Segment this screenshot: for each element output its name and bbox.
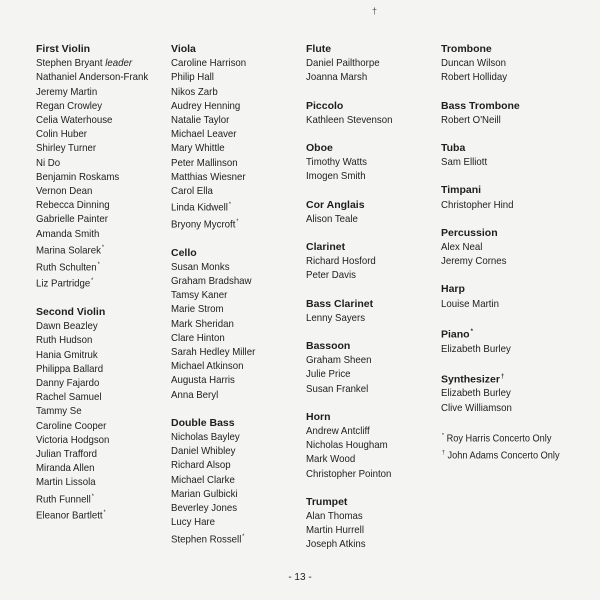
- footnote-marker: *: [242, 533, 245, 540]
- musician-name: [36, 348, 165, 362]
- musician-name-text: Martin Hurrell: [306, 524, 364, 537]
- musician-name: [171, 156, 300, 170]
- section-title-text: Viola: [171, 43, 196, 55]
- musician-name-text: Alex Neal: [441, 241, 483, 254]
- musician-name: [171, 487, 300, 501]
- section-title: [306, 410, 446, 424]
- musician-name-text: Natalie Taylor: [171, 114, 230, 127]
- section-title-text: Timpani: [441, 184, 482, 197]
- section-title: [36, 305, 176, 319]
- musician-name-text: Philip Hall: [171, 71, 214, 84]
- section-bass-clarinet: [306, 297, 446, 325]
- musician-name-text: Anna Beryl: [171, 388, 219, 401]
- section-flute: [306, 42, 446, 85]
- section-title: [306, 339, 446, 353]
- musician-name-text: Timothy Watts: [306, 156, 368, 169]
- musician-name-text: Ruth Hudson: [36, 334, 93, 347]
- section-first-violin: [36, 42, 176, 291]
- footnote-marker: *: [97, 261, 100, 268]
- section-second-violin: [36, 305, 176, 523]
- musician-name-text: Miranda Allen: [36, 462, 95, 475]
- musician-name: [36, 274, 165, 291]
- musician-name: [36, 241, 165, 258]
- musician-name-text: Jeremy Martin: [36, 85, 98, 98]
- section-title: [306, 240, 446, 254]
- section-title-text: Bass Trombone: [441, 99, 520, 112]
- musician-name-text: Stephen Bryant: [36, 57, 103, 70]
- musician-name-text: Hania Gmitruk: [36, 348, 98, 361]
- musician-name-text: Tamsy Kaner: [171, 289, 228, 302]
- section-title-text: Cor Anglais: [306, 198, 365, 211]
- section-title: [36, 42, 176, 56]
- musician-name-text: Audrey Henning: [171, 99, 241, 112]
- footnote-marker: *: [470, 328, 473, 335]
- musician-name: [441, 198, 570, 212]
- musician-name: [36, 170, 165, 184]
- musician-name: [171, 141, 300, 155]
- musician-name-text: Linda Kidwell: [171, 201, 228, 214]
- musician-name: [171, 458, 300, 472]
- section-title-text: Cello: [171, 246, 197, 259]
- section-title-text: Bassoon: [306, 340, 351, 353]
- section-viola: [171, 42, 311, 232]
- section-title: [441, 325, 581, 342]
- musician-name: [441, 240, 570, 254]
- musician-name-text: Michael Clarke: [171, 473, 235, 486]
- musician-name-text: Christopher Pointon: [306, 467, 392, 480]
- musician-name: [36, 113, 165, 127]
- musician-name: [306, 537, 435, 551]
- musician-name: [36, 376, 165, 390]
- musician-name: [171, 70, 300, 84]
- musician-name-text: Ni Do: [36, 156, 61, 169]
- musician-name: [441, 297, 570, 311]
- musician-name-text: Rebecca Dinning: [36, 199, 110, 212]
- musician-name-text: Beverley Jones: [171, 502, 238, 515]
- musician-name-text: Ruth Funnell: [36, 493, 91, 506]
- section-double-bass: [171, 416, 311, 546]
- footnote-marker: †: [441, 450, 445, 457]
- musician-name: [171, 501, 300, 515]
- footnote: [441, 446, 570, 464]
- section-percussion: [441, 226, 581, 269]
- musician-name: [306, 70, 435, 84]
- musician-name-text: Ruth Schulten: [36, 261, 97, 274]
- section-oboe: [306, 141, 446, 184]
- musician-name-text: Kathleen Stevenson: [306, 113, 393, 126]
- musician-name: [36, 99, 165, 113]
- musician-name-text: Rachel Samuel: [36, 391, 102, 404]
- musician-name: [306, 169, 435, 183]
- musician-name: [36, 184, 165, 198]
- musician-name: [171, 331, 300, 345]
- musician-name: [171, 317, 300, 331]
- musician-name: [36, 85, 165, 99]
- musician-name-text: Louise Martin: [441, 297, 499, 310]
- musician-name: [171, 473, 300, 487]
- section-title-text: Piano: [441, 328, 470, 341]
- musician-name-text: Lucy Hare: [171, 516, 216, 529]
- section-title-text: Trombone: [441, 43, 492, 55]
- musician-name-text: Michael Leaver: [171, 128, 237, 141]
- section-cello: [171, 246, 311, 402]
- footnotes: [441, 429, 581, 464]
- musician-name: [441, 70, 570, 84]
- musician-name: [36, 141, 165, 155]
- musician-name-text: Regan Crowley: [36, 99, 103, 112]
- musician-name: [171, 388, 300, 402]
- section-title: [171, 416, 311, 430]
- musician-name-text: Mark Sheridan: [171, 317, 234, 330]
- musician-name-text: Matthias Wiesner: [171, 170, 246, 183]
- musician-name-text: Richard Alsop: [171, 459, 231, 472]
- musician-name-text: Andrew Antcliff: [306, 425, 370, 438]
- section-title: [171, 42, 311, 56]
- musician-name-text: Bryony Mycroft: [171, 218, 236, 231]
- musician-name-text: Robert Holliday: [441, 71, 508, 84]
- musician-name: [36, 475, 165, 489]
- column-3: [306, 42, 446, 566]
- musician-name-text: Sarah Hedley Miller: [171, 346, 256, 359]
- musician-name-text: Peter Mallinson: [171, 156, 238, 169]
- section-title: [441, 183, 581, 197]
- musician-name: [36, 333, 165, 347]
- musician-name-text: Nikos Zarb: [171, 85, 218, 98]
- section-title: [306, 198, 446, 212]
- musician-name-text: Duncan Wilson: [441, 57, 506, 70]
- musician-name-text: Marina Solarek: [36, 244, 101, 257]
- footnote: [441, 429, 570, 447]
- musician-name-text: Philippa Ballard: [36, 362, 104, 375]
- musician-name: [441, 56, 570, 70]
- section-tuba: [441, 141, 581, 169]
- top-mark: †: [372, 6, 378, 16]
- musician-name-text: Caroline Cooper: [36, 419, 107, 432]
- section-title: [441, 141, 581, 155]
- musician-name: [171, 260, 300, 274]
- musician-name: [306, 311, 435, 325]
- musician-name-text: Sam Elliott: [441, 156, 488, 169]
- musician-name-text: Clive Williamson: [441, 401, 512, 414]
- musician-name: [171, 56, 300, 70]
- section-synthesizer: [441, 370, 581, 415]
- musician-name-text: Christopher Hind: [441, 198, 514, 211]
- section-title-text: Harp: [441, 283, 465, 296]
- column-2: [171, 42, 311, 560]
- musician-name-text: Julian Trafford: [36, 447, 98, 460]
- musician-name: [306, 353, 435, 367]
- section-title-text: Double Bass: [171, 416, 235, 429]
- musician-name: [306, 467, 435, 481]
- section-title-text: Bass Clarinet: [306, 297, 374, 310]
- musician-name-text: Nicholas Bayley: [171, 431, 240, 444]
- musician-name: [306, 254, 435, 268]
- section-title-text: Flute: [306, 43, 332, 55]
- musician-name: [171, 85, 300, 99]
- section-piccolo: [306, 99, 446, 127]
- musician-name-text: Nathaniel Anderson-Frank: [36, 71, 149, 84]
- musician-name: [36, 127, 165, 141]
- musician-name: [36, 447, 165, 461]
- musician-name-text: Danny Fajardo: [36, 376, 100, 389]
- musician-name-text: Tammy Se: [36, 405, 82, 418]
- musician-name: [306, 382, 435, 396]
- musician-name-text: Vernon Dean: [36, 185, 93, 198]
- musician-name-text: Clare Hinton: [171, 331, 225, 344]
- section-horn: [306, 410, 446, 481]
- musician-name-text: Shirley Turner: [36, 142, 97, 155]
- musician-name-text: Eleanor Bartlett: [36, 509, 103, 522]
- musician-name-text: Peter Davis: [306, 269, 356, 282]
- section-title: [441, 226, 581, 240]
- musician-name-text: Imogen Smith: [306, 170, 366, 183]
- musician-name: [306, 452, 435, 466]
- section-title: [441, 370, 581, 387]
- footnote-marker: †: [500, 373, 505, 380]
- footnote-marker: *: [103, 510, 106, 517]
- musician-name: [36, 258, 165, 275]
- musician-name: [36, 319, 165, 333]
- section-title: [306, 495, 446, 509]
- musician-name: [306, 367, 435, 381]
- section-bass-trombone: [441, 99, 581, 127]
- musician-name: [171, 430, 300, 444]
- musician-name-text: Julie Price: [306, 368, 351, 381]
- section-trumpet: [306, 495, 446, 552]
- section-title-text: Horn: [306, 410, 331, 423]
- musician-name: [306, 509, 435, 523]
- footnote-text: Roy Harris Concerto Only: [446, 433, 552, 445]
- musician-name-text: Elizabeth Burley: [441, 387, 511, 400]
- musician-name-text: Susan Monks: [171, 260, 230, 273]
- musician-name-text: Jeremy Cornes: [441, 255, 507, 268]
- musician-name: [171, 215, 300, 232]
- section-title: [171, 246, 311, 260]
- section-piano: [441, 325, 581, 356]
- footnote-marker: *: [236, 218, 239, 225]
- musician-name: [306, 268, 435, 282]
- musician-name: [306, 438, 435, 452]
- musician-name: [36, 419, 165, 433]
- section-trombone: [441, 42, 581, 85]
- musician-name-text: Alan Thomas: [306, 510, 363, 523]
- section-title: [441, 282, 581, 296]
- musician-name-text: Graham Bradshaw: [171, 275, 252, 288]
- musician-name: [36, 362, 165, 376]
- musician-name-text: Richard Hosford: [306, 255, 376, 268]
- musician-name: [36, 198, 165, 212]
- musician-name-text: Daniel Pailthorpe: [306, 57, 380, 70]
- musician-name: [36, 70, 165, 84]
- footnote-marker: *: [101, 244, 105, 251]
- musician-name-text: Lenny Sayers: [306, 311, 366, 324]
- musician-name-text: Celia Waterhouse: [36, 114, 113, 127]
- musician-name: [36, 490, 165, 507]
- section-title-text: Synthesizer: [441, 373, 500, 386]
- column-1: [36, 42, 176, 537]
- musician-name-text: Amanda Smith: [36, 227, 100, 240]
- musician-name-text: Daniel Whibley: [171, 445, 236, 458]
- section-title-text: Second Violin: [36, 305, 106, 318]
- musician-name-text: Gabrielle Painter: [36, 213, 108, 226]
- section-title: [441, 42, 581, 56]
- musician-name-text: Stephen Rossell: [171, 533, 242, 545]
- musician-name: [36, 461, 165, 475]
- musician-name: [441, 155, 570, 169]
- footnote-marker: *: [91, 493, 94, 500]
- musician-name: [171, 288, 300, 302]
- section-title-text: Piccolo: [306, 99, 344, 112]
- musician-name-text: Carol Ella: [171, 185, 213, 198]
- section-title-text: Oboe: [306, 142, 333, 155]
- musician-name: [36, 56, 165, 70]
- musician-name: [171, 302, 300, 316]
- musician-name: [306, 56, 435, 70]
- section-bassoon: [306, 339, 446, 396]
- musician-name-text: Augusta Harris: [171, 374, 235, 387]
- footnote-marker: *: [91, 278, 94, 285]
- musician-name: [441, 113, 570, 127]
- musician-name: [36, 156, 165, 170]
- musician-name: [171, 515, 300, 529]
- footnote-text: John Adams Concerto Only: [447, 450, 560, 462]
- section-title-text: Tuba: [441, 142, 466, 155]
- musician-name-text: Benjamin Roskams: [36, 170, 120, 183]
- section-title-text: First Violin: [36, 43, 91, 55]
- musician-name-text: Robert O'Neill: [441, 113, 501, 126]
- musician-name-text: Caroline Harrison: [171, 57, 247, 70]
- musician-name: [36, 506, 165, 523]
- musician-name: [36, 390, 165, 404]
- section-harp: [441, 282, 581, 310]
- musician-name: [36, 433, 165, 447]
- musician-name-text: Susan Frankel: [306, 382, 369, 395]
- column-4: [441, 42, 581, 464]
- musician-name: [441, 254, 570, 268]
- musician-name-text: Joanna Marsh: [306, 71, 368, 84]
- section-title: [441, 99, 581, 113]
- musician-name: [171, 127, 300, 141]
- musician-name: [306, 155, 435, 169]
- musician-name-text: Marie Strom: [171, 303, 224, 316]
- section-title-text: Clarinet: [306, 241, 346, 254]
- section-clarinet: [306, 240, 446, 283]
- musician-name: [441, 342, 570, 356]
- section-title: [306, 141, 446, 155]
- musician-name-text: Michael Atkinson: [171, 360, 244, 373]
- musician-name: [306, 212, 435, 226]
- page-number: - 13 -: [288, 572, 312, 583]
- musician-name: [36, 212, 165, 226]
- musician-name-text: Joseph Atkins: [306, 538, 366, 551]
- musician-name: [441, 401, 570, 415]
- musician-name-text: Dawn Beazley: [36, 320, 98, 333]
- musician-name: [171, 373, 300, 387]
- musician-name-text: Victoria Hodgson: [36, 433, 110, 446]
- musician-name: [306, 523, 435, 537]
- musician-name: [171, 444, 300, 458]
- musician-name: [171, 184, 300, 198]
- musician-name-text: Marian Gulbicki: [171, 487, 238, 500]
- musician-name-text: Nicholas Hougham: [306, 439, 388, 452]
- musician-name: [306, 113, 435, 127]
- section-title-text: Percussion: [441, 226, 498, 239]
- musician-name-text: Colin Huber: [36, 128, 88, 141]
- musician-name-text: Mark Wood: [306, 453, 356, 466]
- musician-name: [171, 113, 300, 127]
- musician-name-text: Alison Teale: [306, 212, 358, 225]
- musician-role: leader: [105, 57, 133, 70]
- musician-name: [306, 424, 435, 438]
- musician-name: [171, 345, 300, 359]
- musician-name-text: Mary Whittle: [171, 142, 225, 155]
- musician-name-text: Graham Sheen: [306, 354, 372, 367]
- musician-name-text: Liz Partridge: [36, 277, 91, 290]
- section-cor-anglais: [306, 198, 446, 226]
- musician-name: [171, 274, 300, 288]
- section-title: [306, 42, 446, 56]
- musician-name: [36, 404, 165, 418]
- footnote-marker: *: [441, 432, 445, 439]
- musician-name: [36, 227, 165, 241]
- musician-name: [171, 198, 300, 215]
- musician-name: [171, 170, 300, 184]
- section-title: [306, 297, 446, 311]
- musician-name: [171, 99, 300, 113]
- musician-name-text: Martin Lissola: [36, 476, 96, 489]
- footnote-marker: *: [228, 202, 232, 209]
- musician-name: [441, 386, 570, 400]
- musician-name: [171, 530, 300, 547]
- section-title-text: Trumpet: [306, 495, 348, 508]
- section-timpani: [441, 183, 581, 211]
- section-title: [306, 99, 446, 113]
- musician-name: [171, 359, 300, 373]
- musician-name-text: Elizabeth Burley: [441, 342, 511, 355]
